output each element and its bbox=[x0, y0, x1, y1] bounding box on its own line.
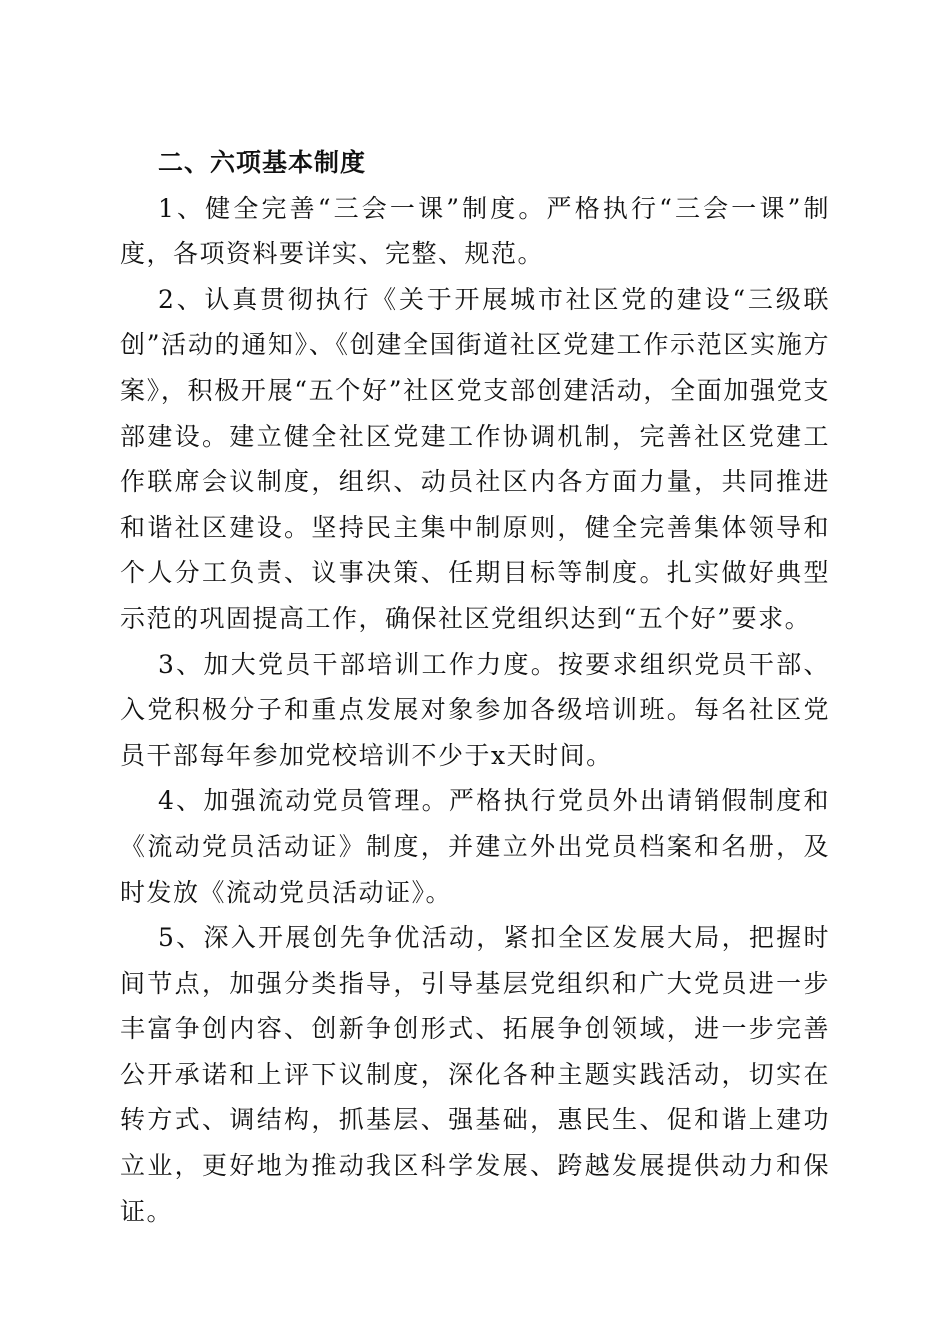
section-heading: 二、六项基本制度 bbox=[158, 148, 367, 177]
document-body bbox=[120, 140, 830, 1234]
paragraph-5: 5、深入开展创先争优活动，紧扣全区发展大局，把握时间节点，加强分类指导，引导基层党组织和广大党员进一步丰富争创内容、创新争创形式、拓展争创领域，进一步完善公开承诺和上评下议制度，深化各种主题实践活动，切实在转方式、调结构，抓基层、强基础，惠民生、促和谐上建功立业，更好地为推动我区科学发展、跨越发展提供动力和保证。 bbox=[120, 923, 830, 1226]
paragraph-4: 4、加强流动党员管理。严格执行党员外出请销假制度和《流动党员活动证》制度，并建立外出党员档案和名册，及时发放《流动党员活动证》。 bbox=[120, 786, 830, 907]
paragraph-2: 2、认真贯彻执行《关于开展城市社区党的建设“三级联创”活动的通知》、《创建全国街道社区党建工作示范区实施方案》，积极开展“五个好”社区党支部创建活动，全面加强党支部建设。建立健全社区党建工作协调机制，完善社区党建工作联席会议制度，组织、动员社区内各方面力量，共同推进和谐社区建设。坚持民主集中制原则，健全完善集体领导和个人分工负责、议事决策、任期目标等制度。扎实做好典型示范的巩固提高工作，确保社区党组织达到“五个好”要求。 bbox=[120, 284, 830, 633]
paragraph-3: 3、加大党员干部培训工作力度。按要求组织党员干部、入党积极分子和重点发展对象参加各级培训班。每名社区党员干部每年参加党校培训不少于x天时间。 bbox=[120, 649, 830, 770]
paragraph-1: 1、健全完善“三会一课”制度。严格执行“三会一课”制度，各项资料要详实、完整、规范。 bbox=[120, 193, 830, 269]
